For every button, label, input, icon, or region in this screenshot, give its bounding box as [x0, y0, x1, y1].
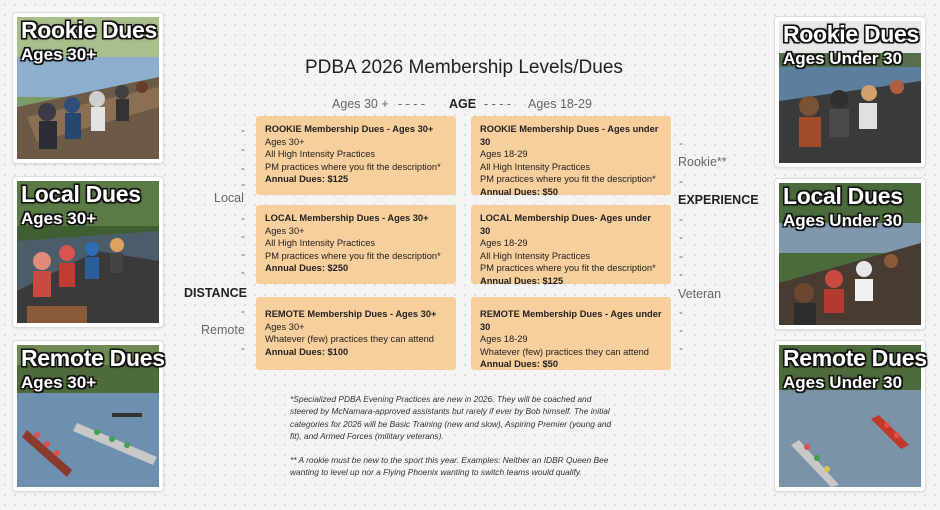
card-line: Ages 18-29 [480, 149, 528, 160]
photo-subtitle: Ages 30+ [21, 209, 97, 228]
card-dues: Annual Dues: $100 [265, 346, 349, 357]
dues-card-remote-under30 [471, 297, 671, 370]
distance-local-label: Local [214, 191, 244, 205]
page-title: PDBA 2026 Membership Levels/Dues [305, 57, 623, 78]
photo-title: Remote Dues [783, 345, 927, 371]
axis-dash: - [679, 174, 683, 188]
card-title: LOCAL Membership Dues- Ages under 30 [480, 213, 651, 236]
card-line: Ages 18-29 [480, 238, 528, 249]
card-title: REMOTE Membership Dues - Ages 30+ [265, 309, 437, 319]
photo-card-remote-under30 [774, 340, 926, 492]
card-line: Ages 18-29 [480, 334, 528, 345]
card-line: PM practices where you fit the description* [480, 174, 656, 185]
dues-card-rookie-under30 [471, 116, 671, 195]
card-line: All High Intensity Practices [265, 238, 376, 249]
card-line: Ages 30+ [265, 321, 305, 332]
axis-dash: - [241, 247, 245, 261]
axis-dash: - [679, 230, 683, 244]
axis-dash: - [241, 341, 245, 355]
axis-dash: - [241, 304, 245, 318]
card-line: Ages 30+ [265, 225, 305, 236]
card-line: PM practices where you fit the description* [265, 250, 441, 261]
photo-title: Remote Dues [21, 345, 165, 371]
axis-dash: - [679, 341, 683, 355]
card-line: Whatever (few) practices they can attend [480, 346, 649, 357]
photo-card-rookie-under30 [774, 16, 926, 168]
card-dues: Annual Dues: $125 [265, 174, 349, 185]
card-line: PM practices where you fit the description* [265, 161, 441, 172]
photo-title: Local Dues [21, 181, 141, 207]
photo-subtitle: Ages Under 30 [783, 373, 903, 392]
axis-dash: - [679, 136, 683, 150]
age-axis-dashes: - - - - [398, 97, 426, 111]
card-dues: Annual Dues: $50 [480, 186, 559, 197]
card-dues: Annual Dues: $125 [480, 275, 564, 286]
card-dues: Annual Dues: $250 [265, 263, 349, 274]
footnotes [290, 393, 620, 479]
experience-rookie-label: Rookie** [678, 155, 727, 169]
experience-veteran-label: Veteran [678, 287, 722, 301]
age-axis-label: AGE [449, 97, 477, 111]
axis-dash: - [679, 305, 683, 319]
axis-dash: - [679, 267, 683, 281]
axis-dash: - [679, 249, 683, 263]
age-axis-dashes: - - - - [484, 97, 512, 111]
dues-card-local-under30 [471, 205, 671, 284]
distance-remote-label: Remote [201, 323, 245, 337]
axis-dash: - [241, 142, 245, 156]
card-title: ROOKIE Membership Dues - Ages under 30 [480, 124, 659, 147]
axis-dash: - [241, 161, 245, 175]
photo-card-remote-30 [12, 340, 164, 492]
photo-title: Local Dues [783, 183, 903, 209]
axis-dash: - [241, 229, 245, 243]
photo-subtitle: Ages 30+ [21, 45, 97, 64]
footnote-specialized: *Specialized PDBA Evening Practices are new in 2026. They will be coached and steered by McNamara-approved assistants but rarely if ever by Bob himself. The initial categories for 2026 will be Basic Training (new and slow), Aspiring Premier (young and fit), and Armed Forces (military veterans). [290, 394, 612, 441]
photo-title: Rookie Dues [21, 17, 158, 43]
axis-dash: - [679, 323, 683, 337]
card-line: PM practices where you fit the description* [480, 263, 656, 274]
card-line: All High Intensity Practices [480, 250, 591, 261]
age-axis-right-label: Ages 18-29 [528, 97, 592, 111]
card-line: All High Intensity Practices [265, 149, 376, 160]
axis-dash: - [241, 177, 245, 191]
footnote-rookie: ** A rookie must be new to the sport this year. Examples: Neither an IDBR Queen Bee wanting to level up nor a Flying Phoenix wanting to switch teams would qualify. [290, 455, 609, 478]
distance-axis-label: DISTANCE [184, 286, 247, 300]
dues-card-remote-30 [256, 297, 456, 370]
card-title: LOCAL Membership Dues - Ages 30+ [265, 213, 429, 223]
card-line: Ages 30+ [265, 136, 305, 147]
photo-title: Rookie Dues [783, 21, 920, 47]
axis-dash: - [241, 265, 245, 279]
axis-dash: - [241, 211, 245, 225]
dues-card-rookie-30 [256, 116, 456, 195]
experience-axis-label: EXPERIENCE [678, 193, 759, 207]
photo-card-local-under30 [774, 178, 926, 330]
age-axis-left-label: Ages 30 + [332, 97, 389, 111]
card-title: REMOTE Membership Dues - Ages under 30 [480, 309, 662, 332]
card-title: ROOKIE Membership Dues - Ages 30+ [265, 124, 434, 134]
axis-dash: - [679, 212, 683, 226]
photo-card-local-30 [12, 176, 164, 328]
photo-card-rookie-30 [12, 12, 164, 164]
photo-subtitle: Ages 30+ [21, 373, 97, 392]
card-dues: Annual Dues: $50 [480, 359, 559, 370]
dues-card-local-30 [256, 205, 456, 284]
photo-subtitle: Ages Under 30 [783, 49, 903, 68]
card-line: Whatever (few) practices they can attend [265, 334, 434, 345]
card-line: All High Intensity Practices [480, 161, 591, 172]
photo-subtitle: Ages Under 30 [783, 211, 903, 230]
axis-dash: - [241, 123, 245, 137]
